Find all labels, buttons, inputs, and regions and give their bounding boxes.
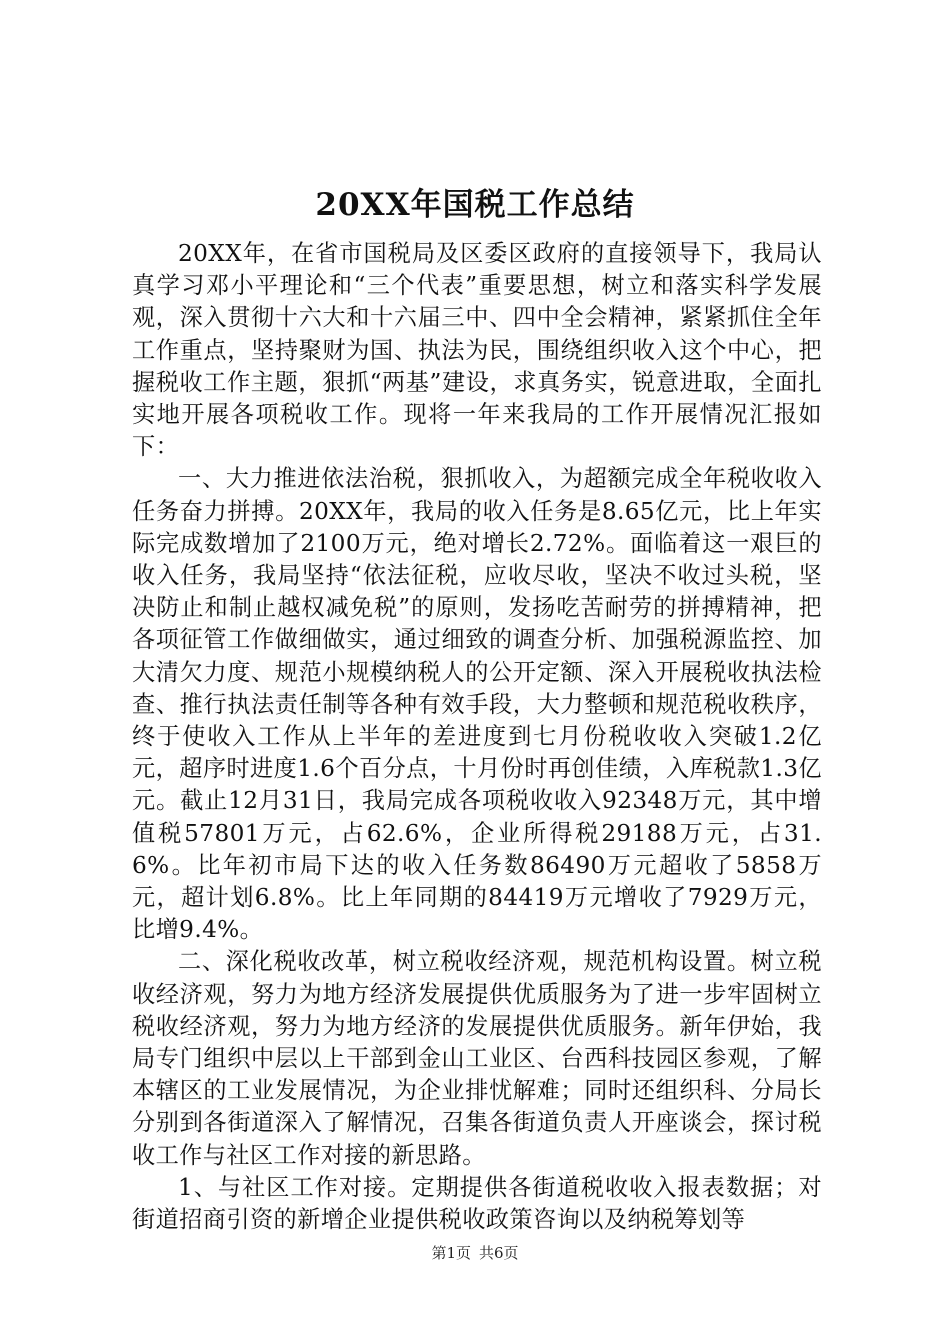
paragraph-intro: 20XX年，在省市国税局及区委区政府的直接领导下，我局认真学习邓小平理论和“三个代表”重要思想，树立和落实科学发展观，深入贯彻十六大和十六届三中、四中全会精神，紧紧抓住全年工作重点，坚持聚财为国、执法为民，围绕组织收入这个中心，把握税收工作主题，狠抓“两基”建设，求真务实，锐意进取，全面扎实地开展各项税收工作。现将一年来我局的工作开展情况汇报如下： bbox=[132, 240, 822, 461]
paragraph-subsection-1: 1、与社区工作对接。定期提供各街道税收收入报表数据；对街道招商引资的新增企业提供税收政策咨询以及纳税筹划等 bbox=[132, 1173, 822, 1234]
page-footer bbox=[0, 1243, 950, 1263]
document-body bbox=[132, 238, 822, 1236]
page-number: 第1页 bbox=[431, 1244, 471, 1262]
page-count: 共6页 bbox=[479, 1244, 519, 1262]
paragraph-section-1: 一、大力推进依法治税，狠抓收入，为超额完成全年税收收入任务奋力拼搏。20XX年，我局的收入任务是8.65亿元，比上年实际完成数增加了2100万元，绝对增长2.72%。面临着这一艰巨的收入任务，我局坚持“依法征税，应收尽收，坚决不收过头税，坚决防止和制止越权减免税”的原则，发扬吃苦耐劳的拼搏精神，把各项征管工作做细做实，通过细致的调查分析、加强税源监控、加大清欠力度、规范小规模纳税人的公开定额、深入开展税收执法检查、推行执法责任制等各种有效手段，大力整顿和规范税收秩序，终于使收入工作从上半年的差进度到七月份税收收入突破1.2亿元，超序时进度1.6个百分点，十月份时再创佳绩，入库税款1.3亿元。截止12月31日，我局完成各项税收收入92348万元，其中增值税57801万元，占62.6%，企业所得税29188万元，占31.6%。比年初市局下达的收入任务数86490万元超收了5858万元，超计划6.8%。比上年同期的84419万元增收了7929万元，比增9.4%。 bbox=[132, 465, 822, 944]
paragraph-section-2: 二、深化税收改革，树立税收经济观，规范机构设置。树立税收经济观，努力为地方经济发展提供优质服务为了进一步牢固树立税收经济观，努力为地方经济的发展提供优质服务。新年伊始，我局专门组织中层以上干部到金山工业区、台西科技园区参观，了解本辖区的工业发展情况，为企业排忧解难；同时还组织科、分局长分别到各街道深入了解情况，召集各街道负责人开座谈会，探讨税收工作与社区工作对接的新思路。 bbox=[132, 948, 822, 1169]
document-title: 20XX年国税工作总结 bbox=[315, 187, 635, 223]
